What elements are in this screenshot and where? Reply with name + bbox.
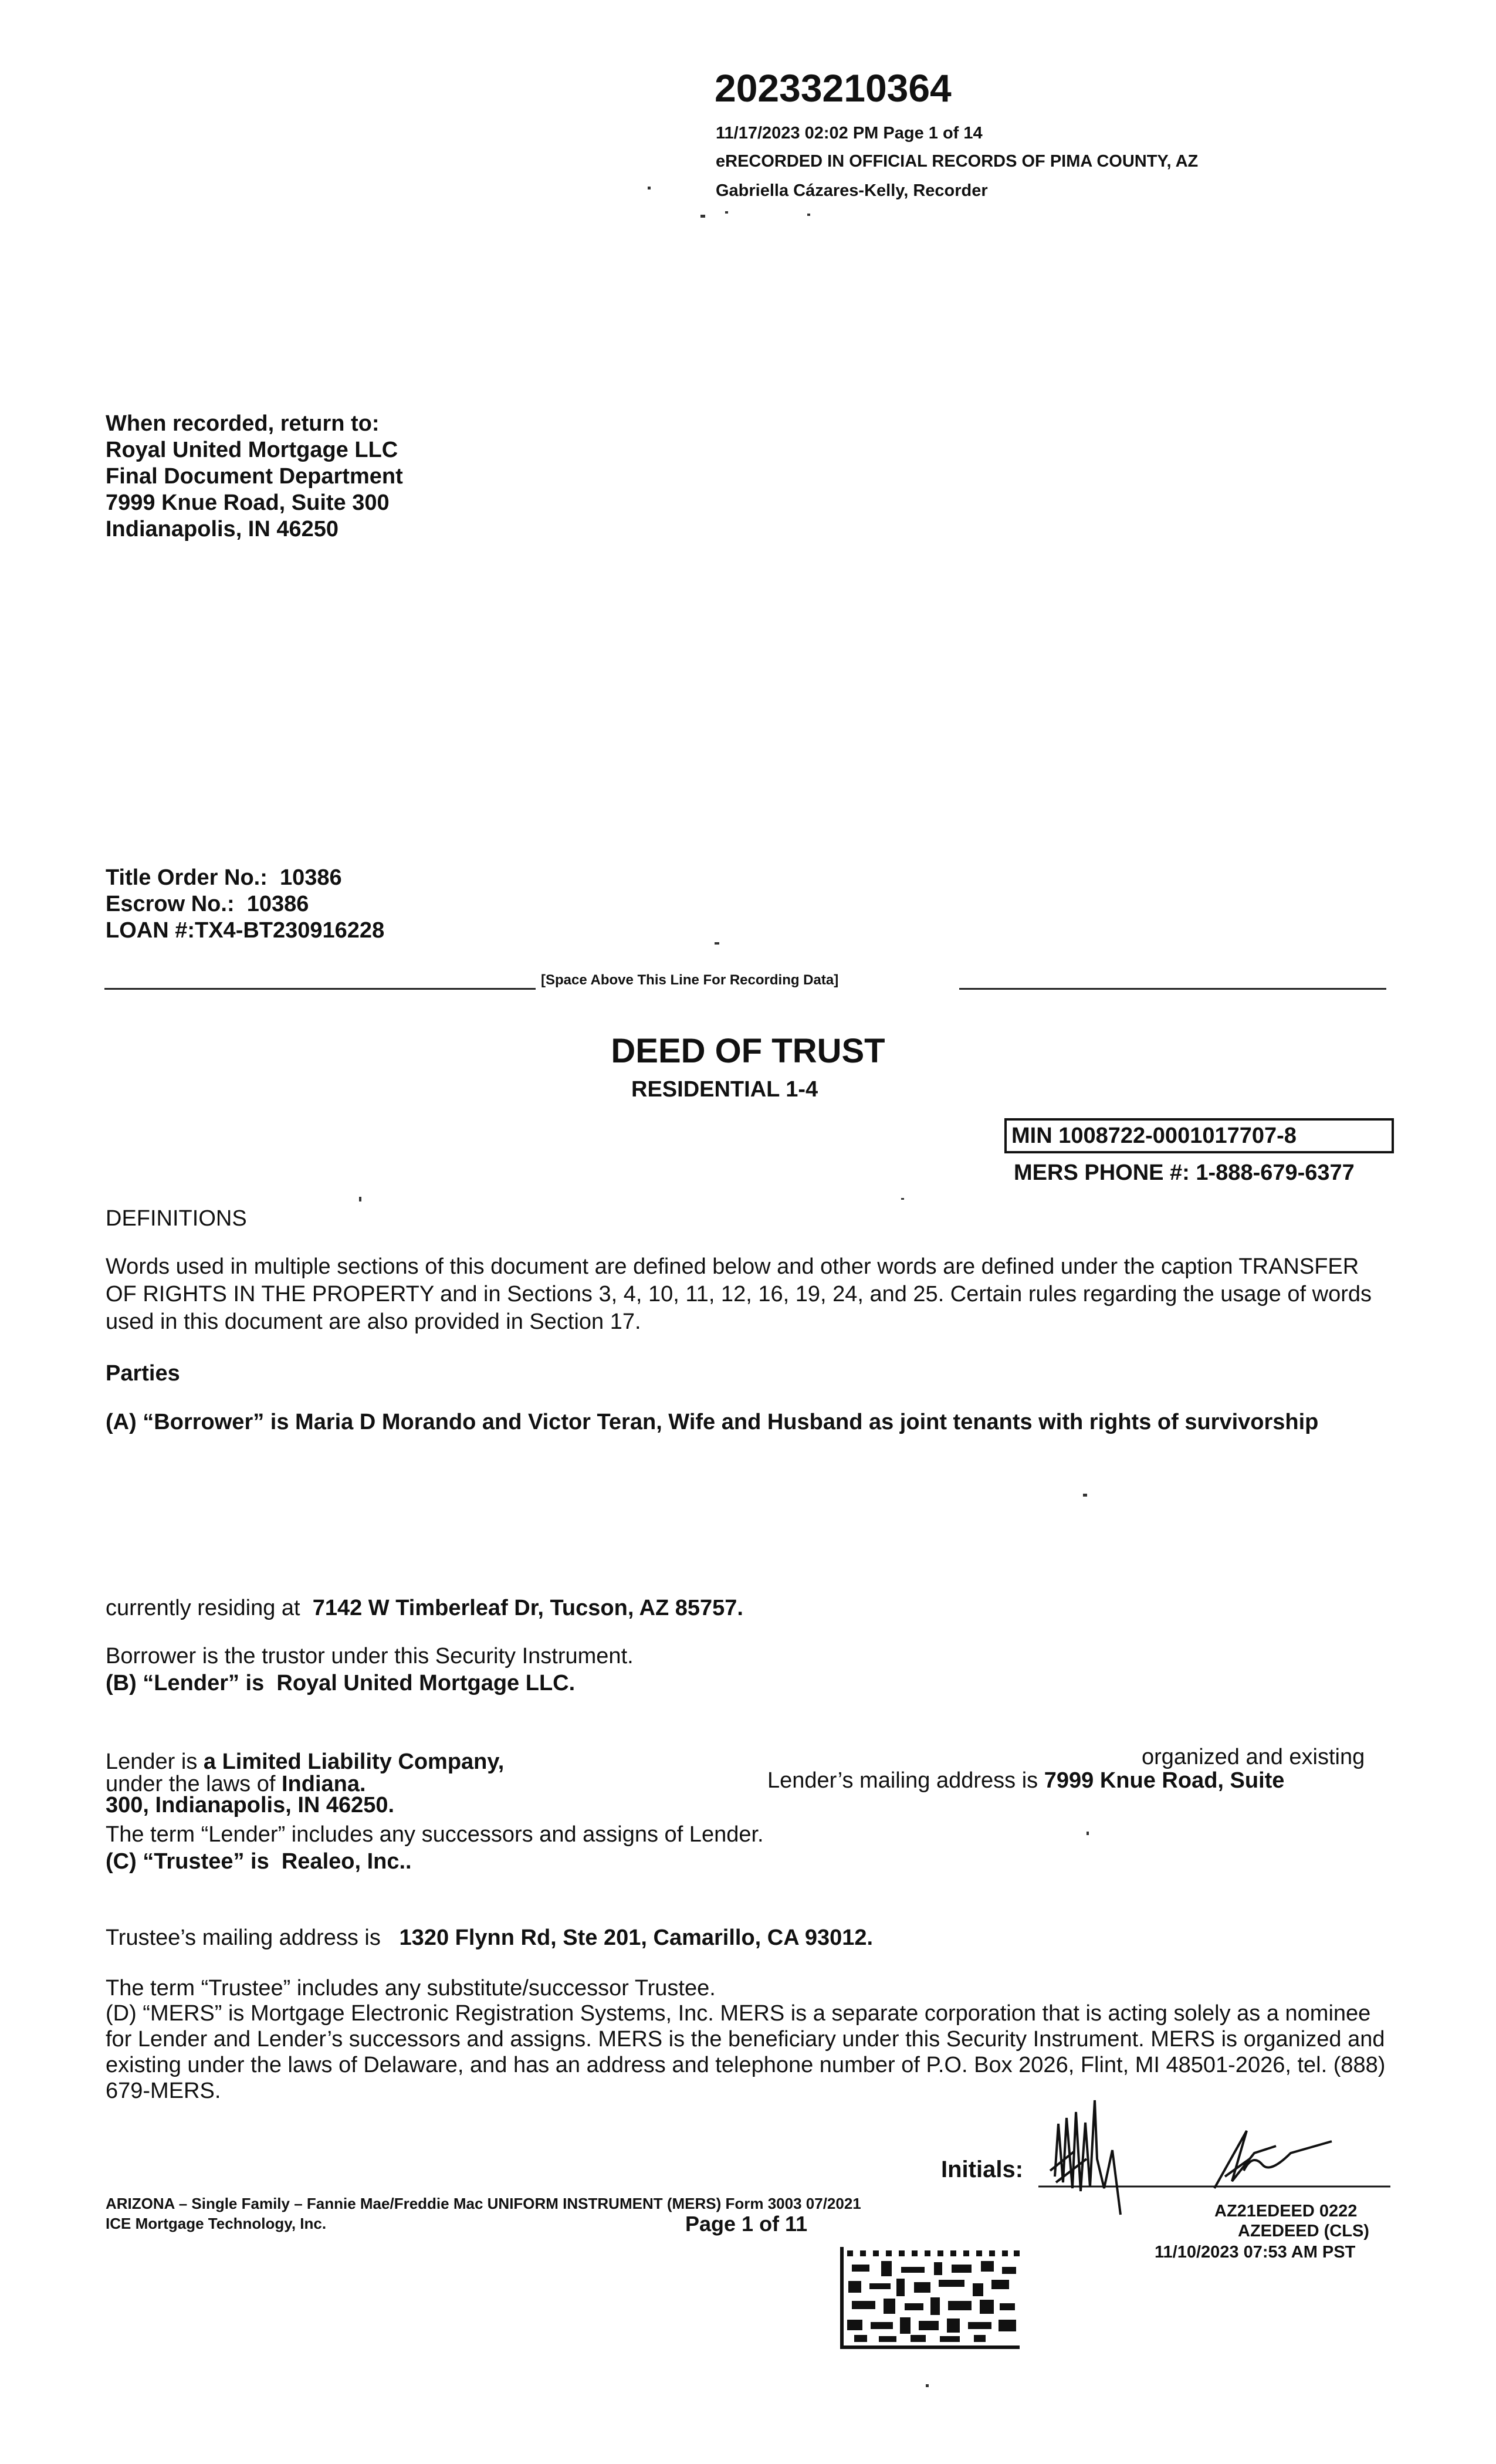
borrower-definition (106, 1406, 1338, 1439)
lender-mailing-continued: 300, Indianapolis, IN 46250. (106, 1793, 395, 1817)
lender-value: Royal United Mortgage LLC. (276, 1671, 576, 1695)
document-title: DEED OF TRUST (611, 1032, 885, 1070)
initials-label: Initials: (941, 2157, 1024, 2182)
scan-speck (807, 214, 810, 216)
residing-line (106, 1595, 743, 1622)
scan-speck (1087, 1832, 1089, 1835)
trustor-line: Borrower is the trustor under this Security Instrument. (106, 1644, 634, 1668)
borrower-label: (A) “Borrower” is (106, 1410, 289, 1434)
borrower-value: Maria D Morando and Victor Teran, Wife and Husband as joint tenants with rights of survivorship (295, 1410, 1319, 1434)
lender-mailing-label: Lender’s mailing address is (767, 1768, 1038, 1793)
escrow-label: Escrow No.: (106, 892, 235, 916)
return-company: Royal United Mortgage LLC (106, 438, 398, 462)
definitions-heading: DEFINITIONS (106, 1206, 247, 1231)
title-order-label: Title Order No.: (106, 865, 268, 890)
recording-number: 20233210364 (715, 66, 952, 110)
residing-address: 7142 W Timberleaf Dr, Tucson, AZ 85757. (312, 1596, 743, 1620)
lender-mailing-line (767, 1767, 1284, 1794)
loan-label: LOAN #: (106, 918, 195, 943)
return-street: 7999 Knue Road, Suite 300 (106, 490, 390, 515)
space-above-line-label: [Space Above This Line For Recording Data] (541, 972, 839, 988)
parties-heading: Parties (106, 1361, 180, 1386)
lender-successors-line: The term “Lender” includes any successors and assigns of Lender. (106, 1822, 764, 1847)
lender-state: Indiana. (281, 1772, 366, 1796)
mers-definition: (D) “MERS” is Mortgage Electronic Registration Systems, Inc. MERS is a separate corporation that is acting solely as a nominee for Lender and Lender’s successors and assigns. MERS is the beneficiary under this Security Instrument. MERS is organized and existing under the laws of Delaware, and has an address and telephone number of P.O. Box 2026, Flint, MI 48501-2026, tel. (888) 679-MERS. (106, 2001, 1386, 2103)
footer-company: ICE Mortgage Technology, Inc. (106, 2215, 327, 2232)
min-box: MIN 1008722-0001017707-8 (1004, 1118, 1394, 1153)
footer-form-line: ARIZONA – Single Family – Fannie Mae/Freddie Mac UNIFORM INSTRUMENT (MERS) Form 3003 07/2021 (106, 2195, 861, 2212)
scan-speck (700, 215, 705, 218)
definitions-paragraph: Words used in multiple sections of this document are defined below and other words are defined under the caption TRANSFER OF RIGHTS IN THE PROPERTY and in Sections 3, 4, 10, 11, 12, 16, 19, 24, and 25. Certain rules regarding the usage of words used in this document are also provided in Section 17. (106, 1254, 1372, 1334)
separator-left (104, 988, 536, 990)
lender-type: a Limited Liability Company, (203, 1749, 505, 1774)
trustee-mailing-label: Trustee’s mailing address is (106, 1925, 381, 1950)
scan-speck (926, 2384, 929, 2387)
residing-label: currently residing at (106, 1596, 300, 1620)
trustee-mailing-line (106, 1924, 873, 1951)
trustee-mailing-value: 1320 Flynn Rd, Ste 201, Camarillo, CA 93012. (399, 1925, 874, 1950)
scan-speck (901, 1198, 904, 1200)
scan-speck (715, 942, 719, 945)
separator-right (959, 988, 1386, 990)
trustee-definition (106, 1848, 412, 1875)
mers-phone: MERS PHONE #: 1-888-679-6377 (1014, 1160, 1355, 1185)
trustee-substitute-line: The term “Trustee” includes any substitute/successor Trustee. (106, 1976, 716, 2001)
title-order-value: 10386 (280, 865, 342, 890)
trustee-value: Realeo, Inc.. (281, 1849, 412, 1874)
trustee-label: (C) “Trustee” is (106, 1849, 269, 1874)
barcode-icon (840, 2247, 1020, 2349)
footer-page-number: Page 1 of 11 (685, 2212, 808, 2236)
return-to-label: When recorded, return to: (106, 411, 380, 436)
scan-speck (648, 187, 651, 189)
footer-form-code: AZ21EDEED 0222 (1214, 2202, 1358, 2221)
document-subtitle: RESIDENTIAL 1-4 (631, 1077, 818, 1102)
recorder-name: Gabriella Cázares-Kelly, Recorder (716, 181, 988, 200)
lender-mailing-value: 7999 Knue Road, Suite (1044, 1768, 1285, 1793)
order-numbers-block (106, 865, 384, 944)
return-address-block (106, 411, 403, 543)
lender-is-label: Lender is (106, 1749, 198, 1774)
return-department: Final Document Department (106, 464, 403, 489)
lender-label: (B) “Lender” is (106, 1671, 265, 1695)
lender-laws-label: under the laws of (106, 1772, 276, 1796)
loan-value: TX4-BT230916228 (195, 918, 385, 943)
footer-form-name: AZEDEED (CLS) (1238, 2222, 1369, 2240)
lender-organized-label: organized and existing (1142, 1745, 1365, 1769)
recording-office-line: eRECORDED IN OFFICIAL RECORDS OF PIMA COUNTY, AZ (716, 152, 1199, 171)
return-city: Indianapolis, IN 46250 (106, 517, 339, 541)
lender-definition (106, 1670, 575, 1697)
scan-speck (359, 1197, 361, 1201)
footer-timestamp: 11/10/2023 07:53 AM PST (1155, 2243, 1356, 2262)
scan-speck (725, 211, 728, 214)
scan-speck (1083, 1494, 1087, 1497)
escrow-value: 10386 (246, 892, 309, 916)
recording-date-line: 11/17/2023 02:02 PM Page 1 of 14 (716, 124, 983, 143)
